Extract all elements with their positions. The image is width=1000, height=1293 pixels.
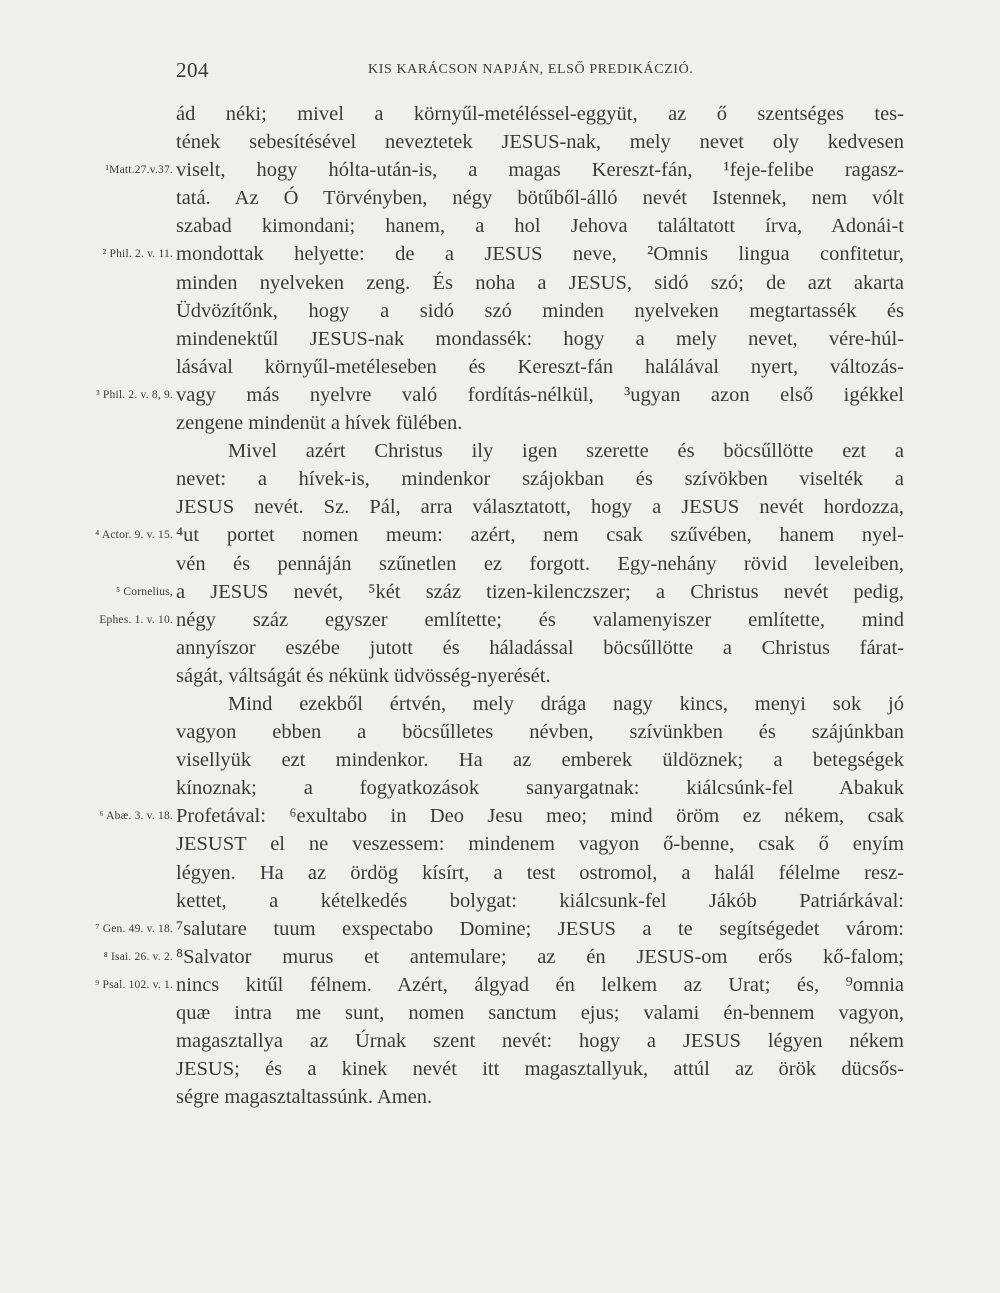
line-text: Profetával: ⁶exultabo in Deo Jesu meo; mind öröm ez nékem, csak — [176, 805, 904, 828]
text-line — [176, 718, 904, 746]
line-text: ⁸Salvator murus et antemulare; az én JESUS-om erős kő-falom; — [176, 945, 904, 968]
line-text: nincs kitűl félnem. Azért, álgyad én lelkem az Urat; és, ⁹omnia — [176, 973, 904, 996]
margin-reference: ¹Matt.27.v.37. — [105, 164, 173, 177]
text-line — [176, 999, 904, 1027]
line-text: zengene mindenüt a hívek fülében. — [176, 412, 463, 435]
line-text: Üdvözítőnk, hogy a sidó szó minden nyelveken megtartassék és — [176, 299, 904, 322]
line-text: kínoznak; a fogyatkozások sanyargatnak: kiálcsúnk-fel Abakuk — [176, 777, 904, 800]
running-head: KIS KARÁCSON NAPJÁN, ELSŐ PREDIKÁCZIÓ. — [368, 62, 694, 77]
text-line — [176, 297, 904, 325]
line-text: szabad kimondani; hanem, a hol Jehova találtatott írva, Adonái-t — [176, 215, 904, 238]
text-line — [95, 971, 904, 999]
margin-reference: ³ Phil. 2. v. 8, 9. — [96, 388, 173, 401]
line-text: vagy más nyelvre való fordítás-nélkül, ³ugyan azon első igékkel — [176, 383, 904, 406]
text-line — [176, 100, 904, 128]
line-text: ségre magasztaltassúnk. Amen. — [176, 1086, 433, 1109]
line-text: magasztallya az Úrnak szent nevét: hogy a JESUS légyen nékem — [176, 1030, 904, 1053]
margin-reference: ⁵ Cornelius, — [116, 585, 173, 598]
text-line — [176, 184, 904, 212]
text-line — [176, 269, 904, 297]
line-text: visellyük ezt mindenkor. Ha az emberek üldöznek; a betegségek — [176, 749, 904, 772]
margin-reference: ² Phil. 2. v. 11. — [102, 248, 173, 261]
text-line — [176, 353, 904, 381]
line-text: mindenektűl JESUS-nak mondassék: hogy a mely nevet, vére-húl- — [176, 327, 904, 350]
line-text: annyíszor eszébe jutott és háladással böcsűllötte a Christus fárat- — [176, 636, 904, 659]
text-line — [102, 240, 904, 268]
text-line — [176, 830, 904, 858]
text-line — [95, 521, 904, 549]
line-text: ád néki; mivel a környűl-metéléssel-eggyüt, az ő szentséges tes- — [176, 103, 904, 125]
line-text: viselt, hogy hólta-után-is, a magas Kereszt-fán, ¹feje-felibe ragasz- — [176, 159, 904, 182]
text-line — [176, 662, 904, 690]
line-text: a JESUS nevét, ⁵két száz tizen-kilenczszer; a Christus nevét pedig, — [176, 580, 904, 603]
text-line — [176, 859, 904, 887]
text-line — [176, 493, 904, 521]
line-text: tatá. Az Ó Törvényben, négy bötűből-álló nevét Istennek, nem vólt — [176, 187, 904, 210]
text-line — [99, 802, 904, 830]
line-text: tének sebesítésével neveztetek JESUS-nak, mely nevet oly kedvesen — [176, 131, 904, 154]
text-line — [96, 381, 904, 409]
line-text: ságát, váltságát és nékünk üdvösség-nyerését. — [176, 664, 551, 687]
body-text — [95, 100, 904, 1111]
margin-reference: ⁹ Psal. 102. v. 1. — [95, 978, 173, 991]
margin-reference: ⁸ Isai. 26. v. 2. — [103, 950, 173, 963]
text-line — [176, 1083, 904, 1111]
text-line — [105, 156, 904, 184]
line-text: ⁴ut portet nomen meum: azért, nem csak szűvében, hanem nyel- — [176, 524, 904, 547]
margin-reference: Ephes. 1. v. 10. — [99, 613, 173, 626]
line-text: légyen. Ha az ördög kísírt, a test ostromol, a halál félelme resz- — [176, 861, 904, 884]
margin-reference: ⁷ Gen. 49. v. 18. — [95, 922, 173, 935]
text-line — [176, 690, 904, 718]
page-number: 204 — [176, 58, 209, 82]
text-line — [116, 578, 904, 606]
text-line — [99, 606, 904, 634]
text-line — [176, 437, 904, 465]
text-line — [176, 128, 904, 156]
line-text: négy száz egyszer említette; és valamenyiszer említette, mind — [176, 608, 904, 631]
text-line — [103, 943, 904, 971]
text-line — [176, 212, 904, 240]
text-line — [176, 634, 904, 662]
line-text: JESUS; és a kinek nevét itt magasztallyuk, attúl az örök dücsős- — [176, 1058, 904, 1081]
text-line — [176, 1055, 904, 1083]
line-text: mondottak helyette: de a JESUS neve, ²Omnis lingua confitetur, — [176, 243, 904, 266]
line-text: Mivel azért Christus ily igen szerette és böcsűllötte ezt a — [228, 440, 904, 463]
text-line — [176, 887, 904, 915]
text-line — [176, 465, 904, 493]
line-text: vén és pennáján szűnetlen ez forgott. Egy-nehány rövid leveleiben, — [176, 552, 904, 575]
text-line — [95, 915, 904, 943]
text-line — [176, 1027, 904, 1055]
line-text: JESUS nevét. Sz. Pál, arra választatott, hogy a JESUS nevét hordozza, — [176, 496, 904, 519]
text-line — [176, 774, 904, 802]
margin-reference: ⁶ Abæ. 3. v. 18. — [99, 810, 173, 823]
text-line — [176, 325, 904, 353]
margin-reference: ⁴ Actor. 9. v. 15. — [95, 529, 173, 542]
line-text: lásával környűl-metéleseben és Kereszt-fán halálával nyert, változás- — [176, 355, 904, 378]
text-line — [176, 409, 904, 437]
text-line — [176, 550, 904, 578]
line-text: JESUST el ne veszessem: mindenem vagyon ő-benne, csak ő enyím — [176, 833, 904, 856]
line-text: kettet, a kételkedés bolygat: kiálcsunk-fel Jákób Patriárkával: — [176, 889, 904, 912]
line-text: Mind ezekből értvén, mely drága nagy kincs, menyi sok jó — [228, 692, 904, 715]
page-header — [176, 58, 904, 88]
line-text: ⁷salutare tuum exspectabo Domine; JESUS a te segítségedet várom: — [176, 917, 904, 940]
line-text: minden nyelveken zeng. És noha a JESUS, sidó szó; de azt akarta — [176, 271, 904, 294]
line-text: nevet: a hívek-is, mindenkor szájokban és szívökben viselték a — [176, 468, 904, 491]
text-line — [176, 746, 904, 774]
line-text: vagyon ebben a böcsűlletes névben, szívünkben és szájúnkban — [176, 721, 904, 744]
line-text: quæ intra me sunt, nomen sanctum ejus; valami én-bennem vagyon, — [176, 1002, 904, 1024]
